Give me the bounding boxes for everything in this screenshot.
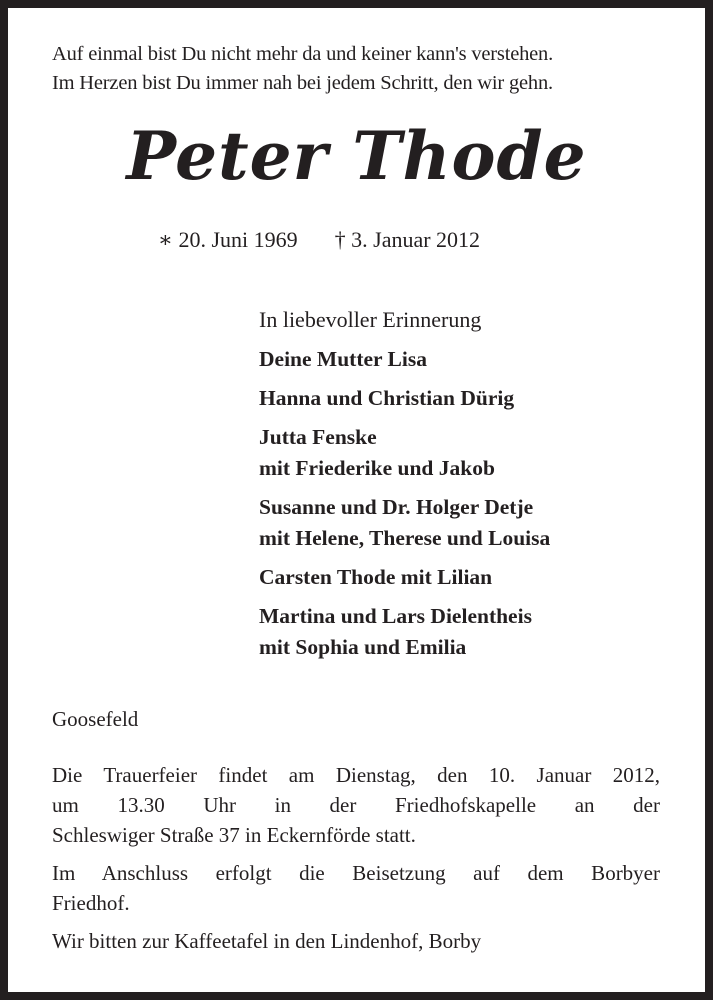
birth-date: 20. Juni 1969 xyxy=(178,227,298,252)
burial-line: Friedhof. xyxy=(52,891,130,915)
mourner-line: mit Friederike und Jakob xyxy=(259,456,495,480)
mourner-line: mit Helene, Therese und Louisa xyxy=(259,526,551,550)
mourner-line: Susanne und Dr. Holger Detje xyxy=(259,495,534,519)
poem-line: Auf einmal bist Du nicht mehr da und keiner kann's verstehen. xyxy=(52,43,554,65)
mourner-line: Deine Mutter Lisa xyxy=(259,347,427,371)
life-dates xyxy=(158,224,480,256)
funeral-line: Die Trauerfeier findet am Dienstag, den 10. Januar 2012, xyxy=(52,763,660,787)
mourner-group xyxy=(259,344,699,375)
place-name: Goosefeld xyxy=(52,707,139,731)
mourners-list xyxy=(259,304,699,671)
death-date: 3. Januar 2012 xyxy=(351,227,481,252)
death-cross-icon: † xyxy=(334,227,346,252)
birth-star-icon: ∗ xyxy=(158,227,173,252)
mourner-line: Martina und Lars Dielentheis xyxy=(259,604,532,628)
burial-line: Im Anschluss erfolgt die Beisetzung auf dem Borbyer xyxy=(52,861,660,885)
poem xyxy=(52,40,672,98)
burial-paragraph xyxy=(52,858,660,918)
mourner-line: Jutta Fenske xyxy=(259,425,377,449)
funeral-line: Schleswiger Straße 37 in Eckernförde statt. xyxy=(52,823,416,847)
ceremony-details xyxy=(52,760,660,964)
mourner-group xyxy=(259,492,699,554)
poem-line: Im Herzen bist Du immer nah bei jedem Schritt, den wir gehn. xyxy=(52,72,553,94)
mourner-line: mit Sophia und Emilia xyxy=(259,635,467,659)
coffee-invitation: Wir bitten zur Kaffeetafel in den Lindenhof, Borby xyxy=(52,929,482,953)
funeral-line: um 13.30 Uhr in der Friedhofskapelle an der xyxy=(52,793,660,817)
memorial-intro: In liebevoller Erinnerung xyxy=(259,307,482,332)
mourner-group xyxy=(259,601,699,663)
deceased-name: Peter Thode xyxy=(126,117,587,195)
mourner-group xyxy=(259,562,699,593)
mourner-group xyxy=(259,422,699,484)
mourner-line: Hanna und Christian Dürig xyxy=(259,386,515,410)
mourner-group xyxy=(259,383,699,414)
mourner-line: Carsten Thode mit Lilian xyxy=(259,565,493,589)
funeral-service-paragraph xyxy=(52,760,660,850)
